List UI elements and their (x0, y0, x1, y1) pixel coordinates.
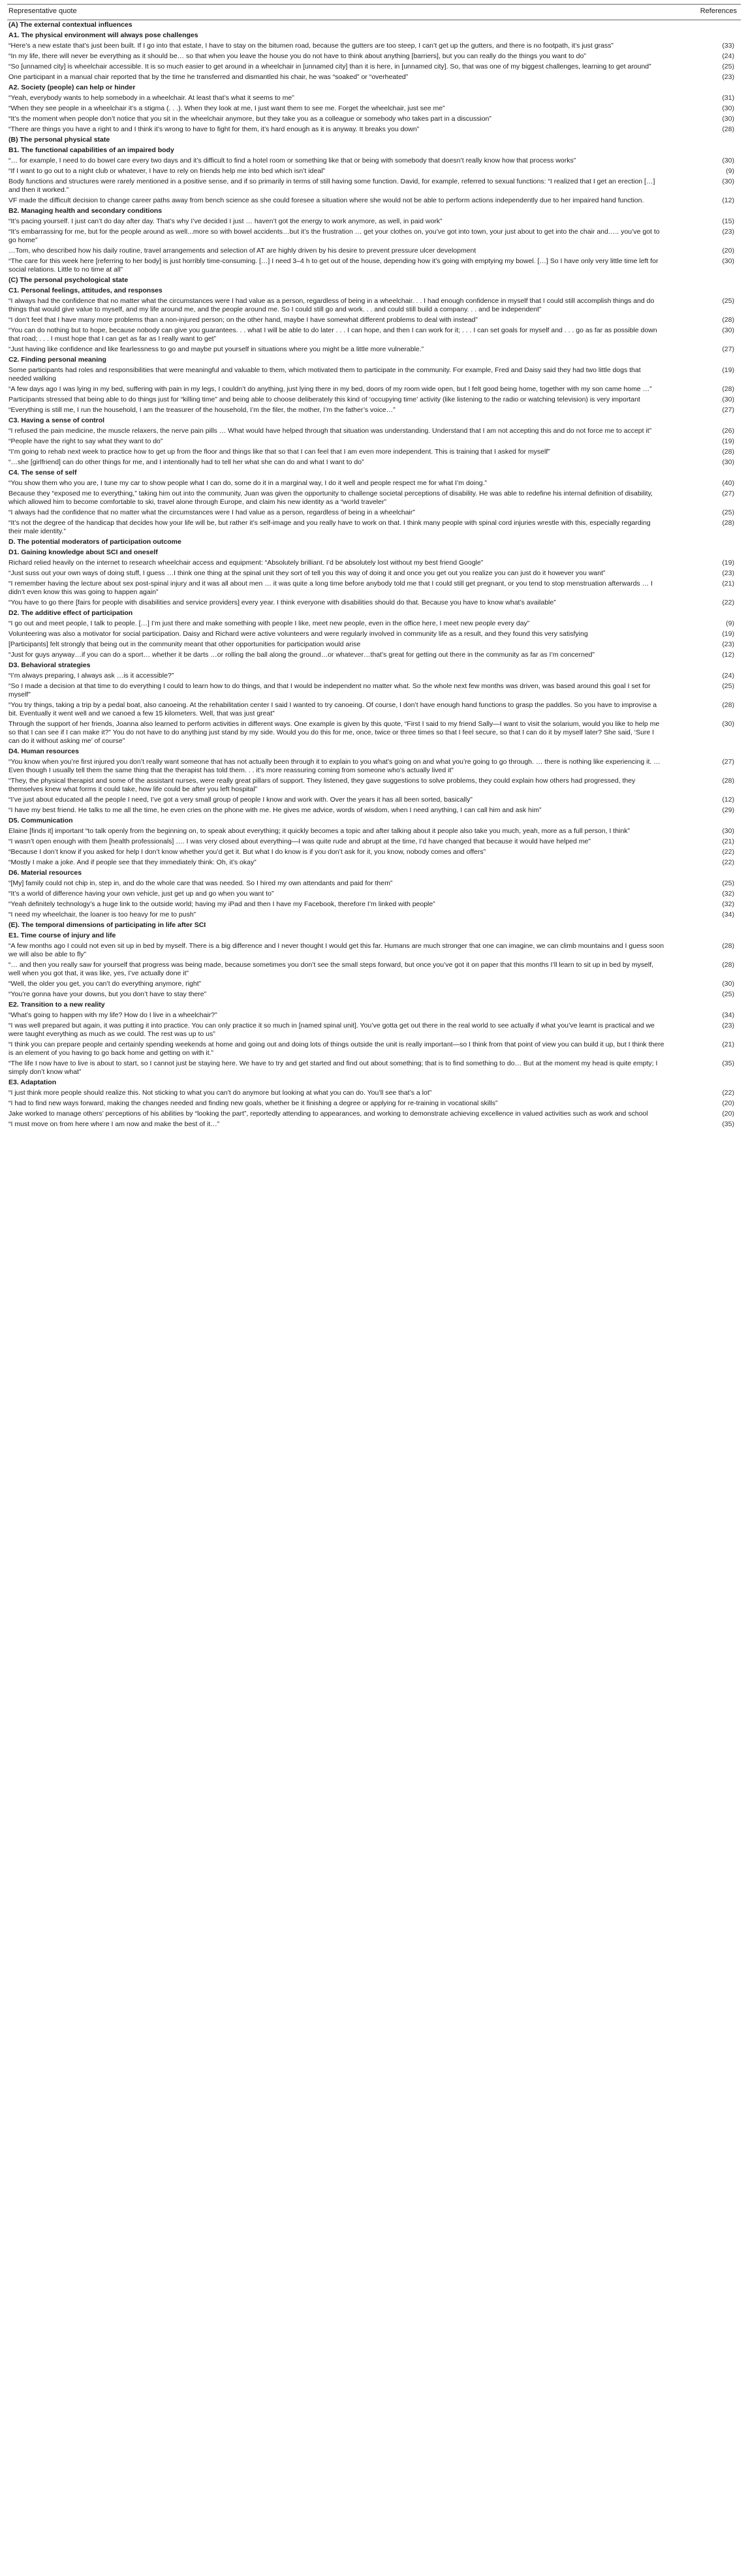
quote-cell: “What’s going to happen with my life? How do I live in a wheelchair?” (8, 1011, 217, 1019)
quote-cell: Body functions and structures were rarely mentioned in a positive sense, and if so primarily in terms of still having some function. David, for example, referred to sexual functions: “I realized that I get an erection […] and then it worked.” (8, 178, 655, 194)
reference-cell: (24) (722, 672, 734, 680)
quote-cell: “I need my wheelchair, the loaner is too heavy for me to push” (8, 911, 196, 919)
reference-cell: (22) (722, 1089, 734, 1097)
section-heading-row (7, 286, 741, 296)
quote-cell: “Just suss out your own ways of doing stuff, I guess …I think one thing at the spinal unit they sort of tell you this way of doing it and once you get out you realize you can just do it however you want” (8, 569, 606, 577)
table-row (7, 62, 741, 72)
reference-cell: (31) (722, 94, 734, 102)
reference-cell: (25) (722, 879, 734, 887)
reference-cell: (28) (722, 519, 734, 527)
reference-cell: (27) (722, 345, 734, 353)
reference-cell: (29) (722, 806, 734, 814)
section-heading: E1. Time course of injury and life (8, 932, 116, 939)
reference-cell: (30) (722, 178, 734, 185)
reference-cell: (22) (722, 858, 734, 866)
quote-cell: “They, the physical therapist and some of the assistant nurses, were really great pillars of support. They listened, they gave suggestions to solve problems, they could explain how others had progressed, they themselves knew what forms it could take, how life could be after you left hospital” (8, 777, 636, 793)
quote-cell: “… and then you really saw for yourself that progress was being made, because sometimes you don’t see the small steps forward, but once you’ve got it on paper that this months I’ll learn to sit up in bed by myself, well when you got that, it was like, yes, I’ve actually done it” (8, 961, 654, 977)
reference-cell: (34) (722, 911, 734, 919)
section-heading-row (7, 548, 741, 558)
table-row (7, 900, 741, 910)
section-heading: B2. Managing health and secondary conditions (8, 207, 163, 215)
quote-cell: “I’m going to rehab next week to practice how to get up from the floor and things like that so that I can feel that I am even more independent. This is training that I asked for myself” (8, 448, 550, 456)
reference-cell: (12) (722, 651, 734, 659)
quote-cell: “[My] family could not chip in, step in, and do the whole care that was needed. So I hired my own attendants and paid for them” (8, 879, 393, 887)
quote-cell: “Just having like confidence and like fearlessness to go and maybe put yourself in situations where you might be a little more vulnerable.” (8, 345, 424, 353)
table-row (7, 345, 741, 355)
table-body (7, 20, 741, 1131)
table-row (7, 719, 741, 747)
quote-cell: “The life I now have to live is about to start, so I cannot just be staying here. We have to try and get started and find out about something; that is to find something to do… But at the moment my head is quite empty; I simply don’t know what” (8, 1060, 658, 1076)
table-row (7, 569, 741, 579)
table-row (7, 558, 741, 569)
quote-cell: “I refused the pain medicine, the muscle relaxers, the nerve pain pills … What would have helped through that situation was understanding. Understand that I am not accepting this and do not force me to accept it” (8, 427, 652, 435)
table-row (7, 619, 741, 629)
reference-cell: (28) (722, 701, 734, 709)
section-heading: A2. Society (people) can help or hinder (8, 84, 136, 91)
reference-cell: (22) (722, 599, 734, 606)
reference-cell: (28) (722, 385, 734, 393)
table-row (7, 114, 741, 125)
reference-cell: (32) (722, 900, 734, 908)
quote-cell: “You can do nothing but to hope, because nobody can give you guarantees. . . what I will be able to do later . . . I can hope, and then I can work for it; . . . I can set goals for myself and . . . go as far as possible down that road; . . . I must hope that I can get as far as I really want to get” (8, 326, 657, 343)
table-row (7, 858, 741, 868)
quote-cell: Elaine [finds it] important “to talk openly from the beginning on, to speak about everything; it quickly becomes a topic and after talking about it people also take you much, yeah, more as a full person, I think” (8, 827, 630, 835)
quote-cell: “I go out and meet people, I talk to people. […] I’m just there and make something with people I like, meet new people, even in the office here, I meet new people every day” (8, 620, 530, 627)
reference-cell: (19) (722, 437, 734, 445)
table-row (7, 405, 741, 416)
quote-cell: Participants stressed that being able to do things just for “killing time” and being able to choose deliberately this kind of ‘occupying time’ activity (like listening to the radio or watching television) is very important (8, 396, 640, 403)
section-heading-row (7, 931, 741, 941)
reference-cell: (20) (722, 1099, 734, 1107)
reference-cell: (25) (722, 63, 734, 71)
quotes-table (7, 4, 741, 1130)
section-heading: D4. Human resources (8, 747, 79, 755)
reference-cell: (30) (722, 827, 734, 835)
quote-cell: “I’m always preparing, I always ask …is it accessible?” (8, 672, 174, 680)
section-heading: D6. Material resources (8, 869, 82, 877)
quote-cell: Through the support of her friends, Joanna also learned to perform activities in different ways. One example is given by this quote, “First I said to my friend Sally—I want to visit the solarium, would you like to help me so that I can see if I can make it?” You do not have to do anything just stand by my side. Would you do this for me, once, twice or three times so that I feel secure, so that I can do it by myself later? She said, ‘Sure I can do it without asking me’ of course” (8, 720, 660, 745)
section-heading-row (7, 275, 741, 286)
quote-cell: “You try things, taking a trip by a pedal boat, also canoeing. At the rehabilitation center I said I wanted to try canoeing. Of course, I don’t have enough hand functions to grasp the paddles. So you have to improvise a bit. Eventually it went well and we canoed a few 15 kilometers. Well, that was just great” (8, 701, 657, 717)
table-row (7, 1120, 741, 1130)
quote-cell: “I was well prepared but again, it was putting it into practice. You can only practice it so much in [named spinal unit]. You’ve gotta get out there in the real world to see actually if what you’ve learnt is practical and we were taught everything as much as we could. The rest was up to us” (8, 1022, 655, 1038)
section-heading: D1. Gaining knowledge about SCI and oneself (8, 548, 158, 556)
table-row (7, 598, 741, 608)
header-quote: Representative quote (7, 5, 666, 20)
table-row (7, 671, 741, 682)
table-row (7, 196, 741, 206)
reference-cell: (30) (722, 980, 734, 988)
section-heading: D2. The additive effect of participation (8, 609, 133, 617)
reference-cell: (26) (722, 427, 734, 435)
section-heading-row (7, 747, 741, 757)
table-row (7, 1040, 741, 1059)
quote-cell: “It’s the moment when people don’t notice that you sit in the wheelchair anymore, but they take you as a colleague or somebody who takes part in a discussion” (8, 115, 491, 123)
table-row (7, 41, 741, 52)
reference-cell: (30) (722, 257, 734, 265)
section-heading-row (7, 468, 741, 479)
table-row (7, 837, 741, 847)
reference-cell: (9) (726, 620, 734, 627)
quote-cell: “A few days ago I was lying in my bed, suffering with pain in my legs, I couldn’t do anything, just lying there in my bed, doors of my room wide open, but I felt good being home, together with my son came home …” (8, 385, 652, 393)
quote-cell: One participant in a manual chair reported that by the time he transferred and dismantled his chair, he was “soaked” or “overheated” (8, 73, 409, 81)
reference-cell: (30) (722, 104, 734, 112)
reference-cell: (28) (722, 777, 734, 785)
quote-cell: “It’s embarrassing for me, but for the people around as well...more so with bowel accidents…but it’s the frustration … get your clothes on, you’ve got into town, your just about to get into the chair and….. you’ve got to go home” (8, 228, 660, 244)
quote-cell: “In my life, there will never be everything as it should be… so that when you leave the house you do not have to think about anything [barriers], but you can really do the things you want to do” (8, 52, 586, 60)
section-heading: (E). The temporal dimensions of participating in life after SCI (8, 921, 206, 929)
reference-cell: (34) (722, 1011, 734, 1019)
table-row (7, 177, 741, 196)
table-row (7, 217, 741, 227)
reference-cell: (24) (722, 52, 734, 60)
reference-cell: (12) (722, 796, 734, 804)
table-row (7, 227, 741, 246)
table-row (7, 52, 741, 62)
section-heading: E2. Transition to a new reality (8, 1001, 105, 1009)
quote-cell: “There are things you have a right to and I think it’s wrong to have to fight for them, it’s hard enough as it is anyway. It breaks you down” (8, 125, 420, 133)
table-row (7, 700, 741, 719)
reference-cell: (30) (722, 157, 734, 165)
table-row (7, 1099, 741, 1109)
reference-cell: (22) (722, 848, 734, 856)
reference-cell: (9) (726, 167, 734, 175)
table-row (7, 426, 741, 437)
table-row (7, 629, 741, 640)
table-row (7, 1059, 741, 1078)
table-row (7, 326, 741, 345)
section-heading: A1. The physical environment will always pose challenges (8, 31, 198, 39)
table-row (7, 385, 741, 395)
section-heading-row (7, 661, 741, 671)
quote-cell: “Mostly I make a joke. And if people see that they immediately think: Oh, it’s okay” (8, 858, 257, 866)
reference-cell: (28) (722, 448, 734, 456)
table-row (7, 458, 741, 468)
table-row (7, 960, 741, 979)
table-row (7, 447, 741, 458)
reference-cell: (27) (722, 406, 734, 414)
quote-cell: “I just think more people should realize this. Not sticking to what you can’t do anymore but looking at what you can do. You’ll see that’s a lot” (8, 1089, 432, 1097)
table-row (7, 315, 741, 326)
table-row (7, 650, 741, 661)
reference-cell: (28) (722, 316, 734, 324)
quote-cell: “Just for guys anyway…if you can do a sport… whether it be darts …or rolling the ball along the ground…or whatever…that’s great for getting out there in the community as far as I’m concerned” (8, 651, 595, 659)
quote-cell: “Well, the older you get, you can’t do everything anymore, right” (8, 980, 202, 988)
reference-cell: (35) (722, 1060, 734, 1067)
quote-cell: “Here’s a new estate that’s just been built. If I go into that estate, I have to stay on the bitumen road, because the gutters are too steep, I can’t get up the gutters, and there is no footpath, it’s just grass” (8, 42, 614, 50)
reference-cell: (27) (722, 490, 734, 497)
quote-cell: “So [unnamed city] is wheelchair accessible. It is so much easier to get around in a wheelchair in [unnamed city] than it is here, in [unnamed city]. So, that was one of my biggest challenges, learning to get around” (8, 63, 651, 71)
table-row (7, 1011, 741, 1021)
quote-cell: “Yeah definitely technology’s a huge link to the outside world; having my iPad and then I have my Facebook, therefore I’m linked with people” (8, 900, 435, 908)
table-row (7, 366, 741, 385)
table-row (7, 296, 741, 315)
quote-cell: “You know when you’re first injured you don’t really want someone that has not actually been through it to explain to you what’s going on and what you’re going to go through. … there is nothing like experiencing it. … Even though I usually tell them the same thing that the therapist has told them. . . it’s more reassuring coming from someone who’s actually lived it” (8, 758, 661, 774)
quote-cell: Jake worked to manage others’ perceptions of his abilities by “looking the part”, reportedly attending to appearances, and working to demonstrate achieving excellence in valued activities such as work and school (8, 1110, 648, 1118)
quote-cell: “I think you can prepare people and certainly spending weekends at home and going out and doing lots of things outside the unit is really important—so I think from that point of view you can build it up, but I think there is an element of you having to go back home and getting on with it.” (8, 1041, 664, 1057)
quote-cell: Volunteering was also a motivator for social participation. Daisy and Richard were active volunteers and were regularly involved in community life as a result, and they found this very satisfying (8, 630, 588, 638)
table-row (7, 166, 741, 177)
section-heading-row (7, 816, 741, 826)
reference-cell: (19) (722, 559, 734, 567)
table-row (7, 508, 741, 518)
reference-cell: (33) (722, 42, 734, 50)
table-row (7, 879, 741, 889)
section-heading-row (7, 206, 741, 217)
quote-cell: “Because I don’t know if you asked for help I don’t know whether you’d get it. But what I do know is if you don’t ask for it, you know, nobody comes and offers” (8, 848, 486, 856)
quote-cell: “I’ve just about educated all the people I need, I’ve got a very small group of people I know and work with. Over the years it has all been sorted, basically” (8, 796, 473, 804)
section-heading-row (7, 20, 741, 31)
table-row (7, 757, 741, 776)
table-row (7, 1088, 741, 1099)
reference-cell: (27) (722, 758, 734, 766)
table-row (7, 257, 741, 275)
quote-cell: “People have the right to say what they want to do” (8, 437, 163, 445)
section-heading-row (7, 355, 741, 366)
quote-cell: “So I made a decision at that time to do everything I could to learn how to do things, and that I would be independent no matter what. So the whole next few months was driven, was based around this goal I set for myself” (8, 682, 651, 699)
reference-cell: (19) (722, 366, 734, 374)
section-heading-row (7, 608, 741, 619)
reference-cell: (20) (722, 247, 734, 255)
table-row (7, 776, 741, 795)
table-row (7, 125, 741, 135)
table-row (7, 941, 741, 960)
reference-cell: (15) (722, 217, 734, 225)
section-heading: E3. Adaptation (8, 1078, 57, 1086)
reference-cell: (21) (722, 838, 734, 845)
quote-cell: “It’s pacing yourself. I just can’t do day after day. That’s why I’ve decided I just … haven’t got the energy to work anymore, as well, in paid work” (8, 217, 443, 225)
reference-cell: (21) (722, 580, 734, 588)
reference-cell: (25) (722, 682, 734, 690)
reference-cell: (30) (722, 720, 734, 728)
reference-cell: (28) (722, 942, 734, 950)
quote-cell: “A few months ago I could not even sit up in bed by myself. There is a big difference and I never thought I would get this far. Humans are much stronger that one can imagine, we can climb mountains and I guess soon we will also be able to fly” (8, 942, 664, 958)
quote-cell: “Yeah, everybody wants to help somebody in a wheelchair. At least that’s what it seems to me” (8, 94, 294, 102)
table-row (7, 93, 741, 104)
quote-cell: “If I want to go out to a night club or whatever, I have to rely on friends help me into bed which isn’t ideal” (8, 167, 326, 175)
section-heading: D3. Behavioral strategies (8, 661, 91, 669)
table-row (7, 489, 741, 508)
table-row (7, 990, 741, 1000)
section-heading: C1. Personal feelings, attitudes, and responses (8, 287, 163, 294)
table-row (7, 889, 741, 900)
quote-cell: Some participants had roles and responsibilities that were meaningful and valuable to them, which motivated them to participate in the community. For example, Fred and Daisy said they had two little dogs that needed walking (8, 366, 641, 383)
reference-cell: (19) (722, 630, 734, 638)
reference-cell: (23) (722, 569, 734, 577)
reference-cell: (25) (722, 509, 734, 516)
table-row (7, 640, 741, 650)
reference-cell: (23) (722, 640, 734, 648)
table-row (7, 979, 741, 990)
reference-cell: (30) (722, 458, 734, 466)
table-row (7, 579, 741, 598)
quote-cell: “It’s not the degree of the handicap that decides how your life will be, but rather it’s self-image and you really have to work on that. I think many people with spinal cord injuries wrestle with this, especially regarding their male identity.” (8, 519, 651, 535)
table-row (7, 826, 741, 837)
section-heading-row (7, 416, 741, 426)
quote-cell: Richard relied heavily on the internet to research wheelchair access and equipment: “Absolutely brilliant. I’d be absolutely lost without my best friend Google” (8, 559, 484, 567)
table-row (7, 910, 741, 920)
table-row (7, 156, 741, 166)
quote-cell: [Participants] felt strongly that being out in the community meant that other opportunities for participation would arise (8, 640, 361, 648)
table-row (7, 518, 741, 537)
section-heading: (A) The external contextual influences (8, 21, 132, 29)
quote-cell: “I remember having the lecture about sex post-spinal injury and it was all about men … it was quite a long time before anybody told me that I could still get pregnant, or you tend to stop menstruation afterwards … I didn’t even know this was going to happen again” (8, 580, 653, 596)
table-row (7, 437, 741, 447)
reference-cell: (21) (722, 1041, 734, 1048)
section-heading: C2. Finding personal meaning (8, 356, 106, 364)
section-heading: D5. Communication (8, 817, 73, 825)
section-heading-row (7, 146, 741, 156)
section-heading-row (7, 537, 741, 548)
quote-cell: “It’s a world of difference having your own vehicle, just get up and go when you want to” (8, 890, 274, 898)
table-row (7, 795, 741, 806)
table-row (7, 72, 741, 83)
section-heading-row (7, 31, 741, 41)
section-heading: C3. Having a sense of control (8, 416, 105, 424)
quote-cell: “When they see people in a wheelchair it’s a stigma (. . .). When they look at me, I just want them to see me. Forget the wheelchair, just see me” (8, 104, 445, 112)
reference-cell: (23) (722, 228, 734, 236)
section-heading-row (7, 1000, 741, 1011)
reference-cell: (40) (722, 479, 734, 487)
reference-cell: (25) (722, 297, 734, 305)
section-heading: (C) The personal psychological state (8, 276, 129, 284)
section-heading: D. The potential moderators of participation outcome (8, 538, 181, 546)
reference-cell: (25) (722, 990, 734, 998)
reference-cell: (28) (722, 125, 734, 133)
table-row (7, 1109, 741, 1120)
quote-cell: “You have to go there [fairs for people with disabilities and service providers] every year. I think everyone with disabilities should do that. Because you have to know what’s available” (8, 599, 556, 606)
table-row (7, 479, 741, 489)
reference-cell: (30) (722, 326, 734, 334)
quote-cell: “…she [girlfriend] can do other things for me, and I intentionally had to tell her what she can do and what I want to do” (8, 458, 364, 466)
quote-cell: Because they “exposed me to everything,” taking him out into the community, Juan was given the opportunity to challenge societal perceptions of disability. He was able to redefine his internal definition of disability, which allowed him to become comfortable to ski, travel alone through Europe, and claim his new identity as a “world traveler” (8, 490, 653, 506)
section-heading-row (7, 920, 741, 931)
section-heading: C4. The sense of self (8, 469, 77, 477)
table-row (7, 806, 741, 816)
reference-cell: (23) (722, 73, 734, 81)
reference-cell: (35) (722, 1120, 734, 1128)
table-row (7, 1021, 741, 1040)
table-header-row (7, 5, 741, 20)
section-heading-row (7, 1078, 741, 1088)
table-row (7, 395, 741, 405)
section-heading: (B) The personal physical state (8, 136, 110, 144)
quote-cell: …Tom, who described how his daily routine, travel arrangements and selection of AT are highly driven by his desire to prevent pressure ulcer development (8, 247, 476, 255)
quote-cell: VF made the difficult decision to change career paths away from bench science as she could foresee a situation where she would not be able to perform actions independently due to her impaired hand function. (8, 196, 644, 204)
quote-cell: “Everything is still me, I run the household, I am the treasurer of the household, I’m the filer, the mother, I’m the father’s voice…” (8, 406, 396, 414)
quote-cell: “I have my best friend. He talks to me all the time, he even cries on the phone with me. He gives me advice, words of wisdom, when I need anything, I can call him and ask him” (8, 806, 542, 814)
reference-cell: (30) (722, 396, 734, 403)
quote-cell: “… for example, I need to do bowel care every two days and it’s difficult to find a hotel room or something like that or being with somebody that doesn’t really know how that process works” (8, 157, 576, 165)
table-row (7, 682, 741, 700)
reference-cell: (23) (722, 1022, 734, 1029)
header-references: References (666, 5, 741, 20)
quote-cell: “I had to find new ways forward, making the changes needed and finding new goals, whether be it finishing a degree or applying for re-training in vocational skills” (8, 1099, 498, 1107)
quote-cell: “You show them who you are, I tune my car to show people what I can do, some do it in a marginal way, I do it well and people respect me for what I’m doing.” (8, 479, 488, 487)
section-heading: B1. The functional capabilities of an impaired body (8, 146, 174, 154)
quote-cell: “I always had the confidence that no matter what the circumstances were I had value as a person, regardless of being in a wheelchair. . . I had enough confidence in myself that I could still accomplish things and do things that would give value to myself, and my life around me, and the people around me. So I could still go and work. . . and could still build a company. . . and be independent” (8, 297, 655, 313)
reference-cell: (20) (722, 1110, 734, 1118)
reference-cell: (28) (722, 961, 734, 969)
reference-cell: (32) (722, 890, 734, 898)
quote-cell: “I must move on from here where I am now and make the best of it…” (8, 1120, 220, 1128)
quote-cell: “The care for this week here [referring to her body] is just horribly time-consuming. […] I need 3–4 h to get out of the house, depending how it’s going with emptying my bowel. […] So I have only very little time left for social relations. Little to no time at all” (8, 257, 659, 274)
section-heading-row (7, 83, 741, 93)
reference-cell: (30) (722, 115, 734, 123)
table-row (7, 246, 741, 257)
quote-cell: “I don’t feel that I have many more problems than a non-injured person; on the other hand, maybe I have somewhat different problems to deal with instead” (8, 316, 478, 324)
section-heading-row (7, 868, 741, 879)
section-heading-row (7, 135, 741, 146)
reference-cell: (12) (722, 196, 734, 204)
quote-cell: “I wasn’t open enough with them [health professionals] …. I was very closed about everything—I was quite rude and abrupt at the time, I’d have changed that because it would have helped me” (8, 838, 591, 845)
quote-cell: “I always had the confidence that no matter what the circumstances were I had value as a person, regardless of being in a wheelchair” (8, 509, 415, 516)
table-row (7, 847, 741, 858)
table-row (7, 104, 741, 114)
quote-cell: “You’re gonna have your downs, but you don’t have to stay there” (8, 990, 207, 998)
